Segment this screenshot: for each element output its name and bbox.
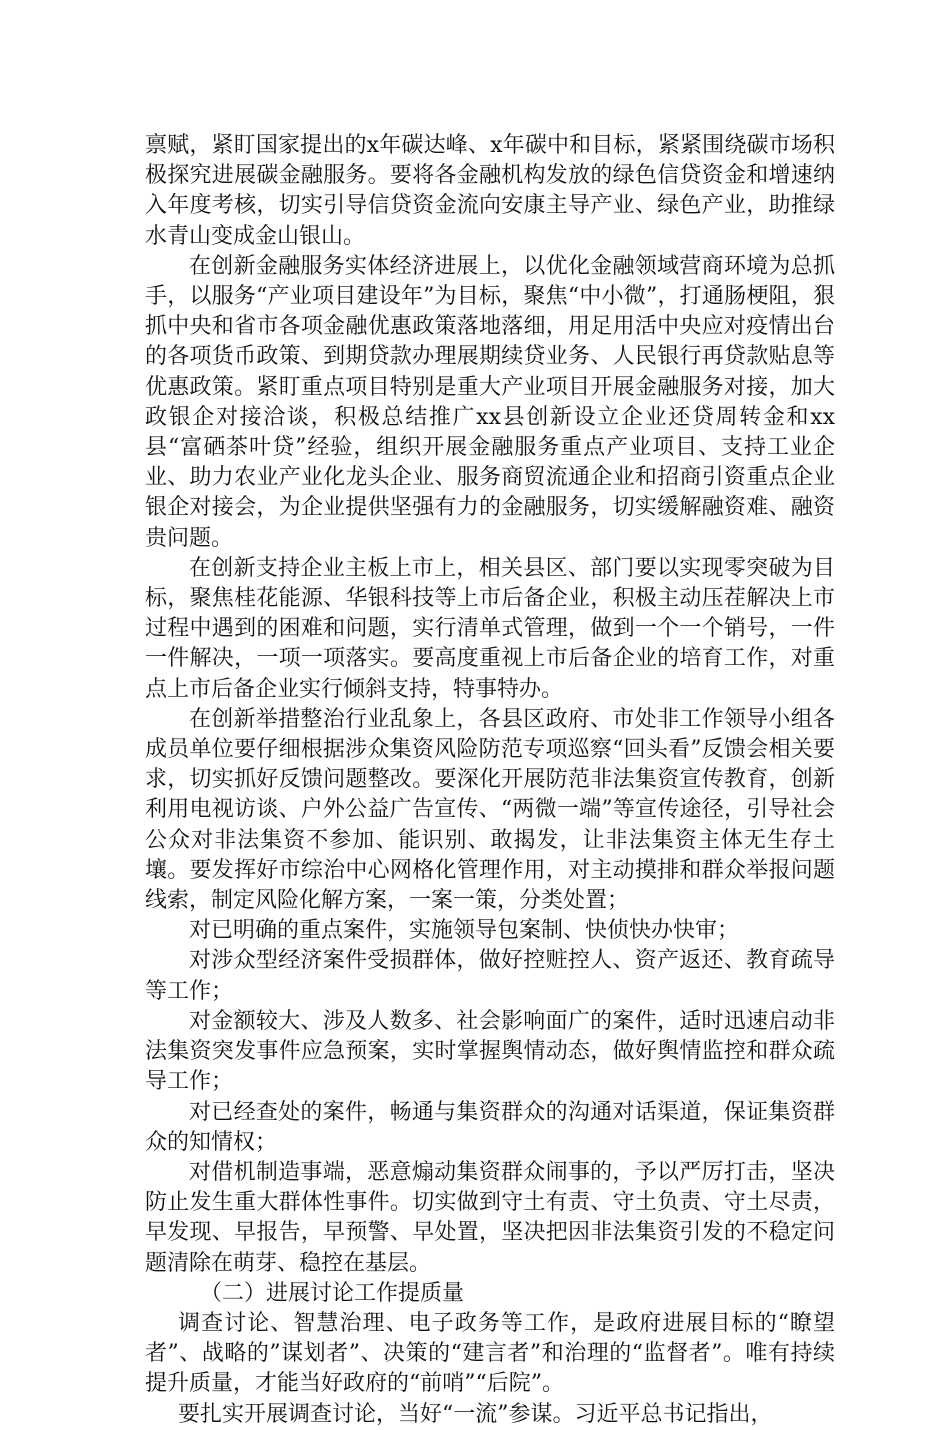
paragraph-investigated-cases: 对已经查处的案件，畅通与集资群众的沟通对话渠道，保证集资群众的知情权；	[145, 1099, 835, 1155]
paragraph-research-advice: 要扎实开展调查讨论，当好“一流”参谋。习近平总书记指出，	[178, 1401, 773, 1427]
document-body	[145, 131, 835, 1430]
paragraph-continuation: 禀赋，紧盯国家提出的x年碳达峰、x年碳中和目标，紧紧围绕碳市场积极探究进展碳金融服务。要将各金融机构发放的绿色信贷资金和增速纳入年度考核，切实引导信贷资金流向安康主导产业、绿色产业，助推绿水青山变成金山银山。	[145, 133, 835, 249]
paragraph-research-work: 调查讨论、智慧治理、电子政务等工作，是政府进展目标的“瞭望者”、战略的”谋划者”、决策的“建言者”和治理的“监督者”。唯有持续提升质量，才能当好政府的“前哨”“后院”。	[145, 1310, 835, 1397]
paragraph-industry-rectification: 在创新举措整治行业乱象上，各县区政府、市处非工作领导小组各成员单位要仔细根据涉众集资风险防范专项巡察“回头看”反馈会相关要求，切实抓好反馈问题整改。要深化开展防范非法集资宣传教育，创新利用电视访谈、户外公益广告宣传、“两微一端”等宣传途径，引导社会公众对非法集资不参加、能识别、敢揭发，让非法集资主体无生存土壤。要发挥好市综治中心网格化管理作用，对主动摸排和群众举报问题线索，制定风险化解方案，一案一策，分类处置；	[145, 706, 835, 914]
paragraph-key-cases: 对已明确的重点案件，实施领导包案制、快侦快办快审；	[189, 918, 740, 944]
section-heading: （二）进展讨论工作提质量	[200, 1280, 465, 1306]
paragraph-large-cases: 对金额较大、涉及人数多、社会影响面广的案件，适时迅速启动非法集资突发事件应急预案，实时掌握舆情动态，做好舆情监控和群众疏导工作；	[145, 1008, 835, 1095]
paragraph-affected-groups: 对涉众型经济案件受损群体，做好控赃控人、资产返还、教育疏导等工作；	[145, 948, 835, 1004]
paragraph-financial-services: 在创新金融服务实体经济进展上，以优化金融领域营商环境为总抓手，以服务“产业项目建设年”为目标，聚焦“中小微”，打通肠梗阻，狠抓中央和省市各项金融优惠政策落地落细，用足用活中央应对疫情出台的各项货币政策、到期贷款办理展期续贷业务、人民银行再贷款贴息等优惠政策。紧盯重点项目特别是重大产业项目开展金融服务对接，加大政银企对接洽谈，积极总结推广xx县创新设立企业还贷周转金和xx县“富硒茶叶贷”经验，组织开展金融服务重点产业项目、支持工业企业、助力农业产业化龙头企业、服务商贸流通企业和招商引资重点企业银企对接会，为企业提供坚强有力的金融服务，切实缓解融资难、融资贵问题。	[145, 253, 835, 551]
paragraph-listing-support: 在创新支持企业主板上市上，相关县区、部门要以实现零突破为目标，聚焦桂花能源、华银科技等上市后备企业，积极主动压茬解决上市过程中遇到的困难和问题，实行清单式管理，做到一个一个销号，一件一件解决，一项一项落实。要高度重视上市后备企业的培育工作，对重点上市后备企业实行倾斜支持，特事特办。	[145, 555, 835, 702]
paragraph-crackdown: 对借机制造事端，恶意煽动集资群众闹事的，予以严厉打击，坚决防止发生重大群体性事件。切实做到守土有责、守土负责、守土尽责，早发现、早报告，早预警、早处置，坚决把因非法集资引发的不稳定问题清除在萌芽、稳控在基层。	[145, 1159, 835, 1276]
